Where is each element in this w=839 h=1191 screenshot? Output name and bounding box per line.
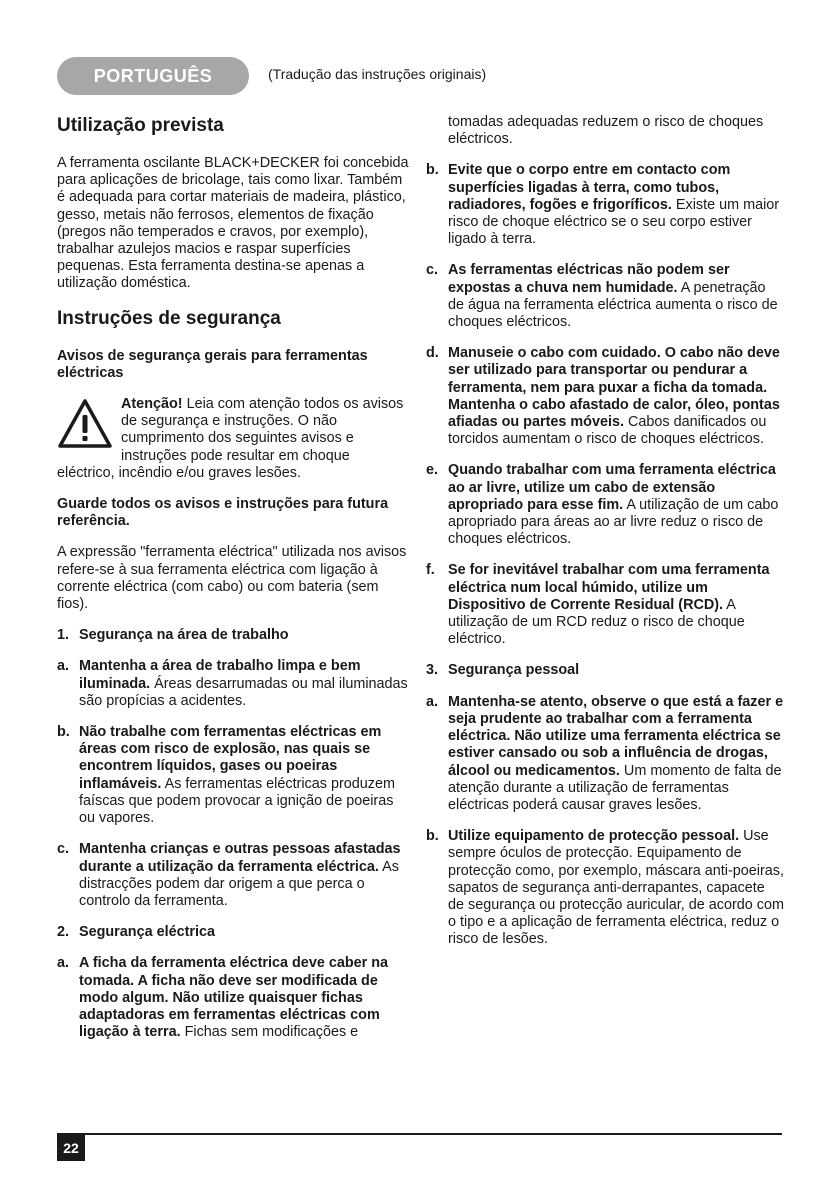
- item-label: c.: [57, 841, 70, 858]
- item-label: e.: [426, 462, 439, 479]
- item-text: A utilização de um cabo apropriado para áreas ao ar livre reduz o risco de choques eléctricos.: [448, 496, 779, 548]
- item-bold-text: Mantenha-se atento, observe o que está a fazer e seja prudente ao trabalhar com a ferramenta eléctrica. Não utilize uma ferramenta eléctrica se estiver cansado ou sob a influência de drogas, álcool ou medicamentos.: [448, 693, 784, 779]
- list-item: [426, 162, 784, 248]
- item-bold-text: As ferramentas eléctricas não podem ser expostas a chuva nem humidade.: [448, 262, 730, 296]
- item-text: A penetração de água na ferramenta eléctrica aumenta o risco de choques eléctricos.: [448, 279, 778, 331]
- item-label: b.: [426, 162, 439, 179]
- list-item: [426, 345, 784, 448]
- item-text: Use sempre óculos de protecção. Equipamento de protecção como, por exemplo, máscara anti-poeiras, sapatos de segurança anti-derrapantes, capacete de segurança ou protecção auricular, de acordo com o tipo e a aplicação de ferramenta eléctrica, reduz o risco de lesões.: [448, 828, 784, 948]
- left-column: [57, 114, 410, 1055]
- language-tab: PORTUGUÊS: [57, 57, 249, 95]
- list-item: [57, 955, 410, 1041]
- list-item-continuation: [426, 114, 784, 148]
- list-item: [57, 841, 410, 910]
- warning-triangle-icon: [57, 398, 113, 450]
- item-bold-text: Manuseie o cabo com cuidado. O cabo não deve ser utilizado para transportar ou pendurar a ferramenta, nem para puxar a ficha da tomada. Mantenha o cabo afastado de calor, óleo, pontas afiadas ou partes móveis.: [448, 345, 780, 431]
- section-title: Segurança eléctrica: [79, 924, 215, 941]
- subheading-general-warnings: Avisos de segurança gerais para ferramentas eléctricas: [57, 347, 368, 381]
- item-bold-text: Utilize equipamento de protecção pessoal.: [448, 828, 740, 845]
- footer-rule: [57, 1133, 782, 1135]
- item-label: a.: [426, 693, 439, 710]
- list-item: [426, 562, 784, 648]
- right-column: [426, 114, 784, 963]
- item-text: Existe um maior risco de choque eléctrico se o seu corpo estiver ligado à terra.: [448, 196, 780, 248]
- item-bold-text: Não trabalhe com ferramentas eléctricas em áreas com risco de explosão, nas quais se encontrem líquidos, gases ou poeiras inflamáveis.: [79, 724, 382, 792]
- subheading-keep-warnings: Guarde todos os avisos e instruções para futura referência.: [57, 496, 389, 530]
- page-number: 22: [57, 1135, 85, 1161]
- item-bold-text: Quando trabalhar com uma ferramenta eléctrica ao ar livre, utilize um cabo de extensão apropriado para esse fim.: [448, 462, 776, 513]
- list-item: [426, 694, 784, 814]
- section-number: 2.: [57, 924, 70, 941]
- paragraph-power-tool-term: A expressão "ferramenta eléctrica" utilizada nos avisos refere-se à sua ferramenta eléctrica com ligação à corrente eléctrica (com cabo) ou com bateria (sem fios).: [57, 544, 407, 613]
- section-title: Segurança na área de trabalho: [79, 627, 289, 644]
- warning-block: [57, 396, 410, 482]
- section-electrical-safety: [57, 924, 410, 941]
- section-work-area: [57, 627, 410, 644]
- item-bold-text: Se for inevitável trabalhar com uma ferramenta eléctrica num local húmido, utilize um Dispositivo de Corrente Residual (RCD).: [448, 562, 770, 613]
- item-text: Fichas sem modificações e: [180, 1024, 359, 1041]
- section-number: 1.: [57, 627, 70, 644]
- item-bold-text: Mantenha crianças e outras pessoas afastadas durante a utilização da ferramenta eléctrica.: [79, 841, 401, 875]
- item-label: b.: [57, 724, 70, 741]
- header-subtitle: (Tradução das instruções originais): [268, 66, 487, 82]
- item-text: A utilização de um RCD reduz o risco de choque eléctrico.: [448, 596, 745, 648]
- item-bold-text: A ficha da ferramenta eléctrica deve caber na tomada. A ficha não deve ser modificada de modo algum. Não utilize quaisquer fichas adaptadoras em ferramentas eléctricas com ligação à terra.: [79, 955, 389, 1041]
- list-item: [426, 262, 784, 331]
- item-label: a.: [57, 658, 70, 675]
- heading-intended-use: Utilização prevista: [57, 115, 224, 136]
- list-item: [57, 658, 410, 710]
- warning-text: Leia com atenção todos os avisos de segurança e instruções. O não cumprimento dos seguintes avisos e instruções pode resultar em choque eléctrico, incêndio e/ou graves lesões.: [57, 396, 404, 481]
- item-bold-text: Mantenha a área de trabalho limpa e bem iluminada.: [79, 658, 361, 692]
- item-label: f.: [426, 562, 435, 579]
- item-label: b.: [426, 828, 439, 845]
- section-title: Segurança pessoal: [448, 662, 580, 679]
- item-text: Cabos danificados ou torcidos aumentam o risco de choques eléctricos.: [448, 414, 767, 448]
- list-item: [426, 462, 784, 548]
- list-item: [426, 828, 784, 948]
- section-number: 3.: [426, 662, 439, 679]
- item-text: Um momento de falta de atenção durante a utilização de ferramentas eléctricas poderá causar graves lesões.: [448, 762, 782, 813]
- item-text: As distracções podem dar origem a que perca o controlo da ferramenta.: [79, 858, 399, 909]
- item-text: tomadas adequadas reduzem o risco de choques eléctricos.: [448, 114, 764, 148]
- item-bold-text: Evite que o corpo entre em contacto com superfícies ligadas à terra, como tubos, radiadores, fogões e frigoríficos.: [448, 162, 731, 213]
- item-label: c.: [426, 262, 439, 279]
- item-text: As ferramentas eléctricas produzem faíscas que podem provocar a ignição de poeiras ou vapores.: [79, 775, 395, 827]
- heading-safety-instructions: Instruções de segurança: [57, 307, 281, 329]
- item-text: Áreas desarrumadas ou mal iluminadas são propícias a acidentes.: [79, 675, 408, 709]
- warning-label: Atenção!: [121, 396, 183, 413]
- item-label: a.: [57, 955, 70, 972]
- list-item: [57, 724, 410, 827]
- section-personal-safety: [426, 662, 784, 679]
- item-label: d.: [426, 345, 439, 362]
- paragraph-intended-use: A ferramenta oscilante BLACK+DECKER foi concebida para aplicações de bricolage, tais como lixar. Também é adequada para cortar materiais de madeira, plástico, gesso, metais não ferrosos, elementos de fixação (pregos não temperados e cravos, por exemplo), trabalhar azulejos macios e raspar superfícies pequenas. Esta ferramenta destina-se apenas a utilização doméstica.: [57, 155, 409, 292]
